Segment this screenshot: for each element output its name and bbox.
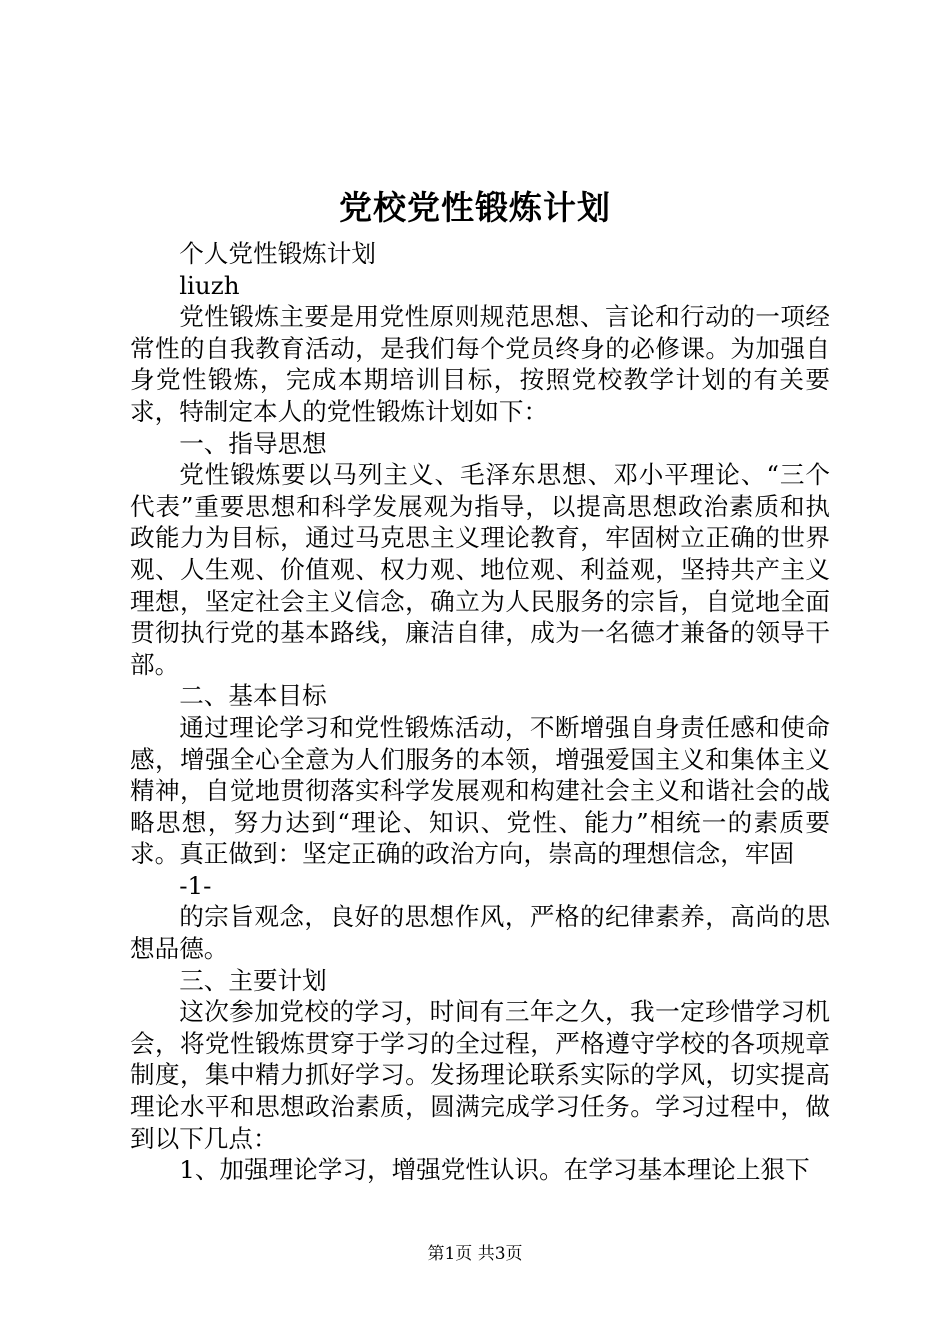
paragraph-main-plan: 这次参加党校的学习，时间有三年之久，我一定珍惜学习机会，将党性锻炼贯穿于学习的全过程，严格遵守学校的各项规章制度，集中精力抓好学习。发扬理论联系实际的学风，切实提高理论水平和思想政治素质，圆满完成学习任务。学习过程中，做到以下几点： xyxy=(130,997,830,1153)
page-footer: 第1页 共3页 xyxy=(427,1244,523,1264)
author-line: liuzh xyxy=(179,270,240,300)
document-body xyxy=(130,238,830,1186)
paragraph-continuation: 的宗旨观念，良好的思想作风，严格的纪律素养，高尚的思想品德。 xyxy=(130,902,830,964)
section-heading-3: 三、主要计划 xyxy=(179,965,327,995)
paragraph-basic-goal: 通过理论学习和党性锻炼活动，不断增强自身责任感和使命感，增强全心全意为人们服务的本领，增强爱国主义和集体主义精神，自觉地贯彻落实科学发展观和构建社会主义和谐社会的战略思想，努力达到“理论、知识、党性、能力”相统一的素质要求。真正做到：坚定正确的政治方向，崇高的理想信念，牢固 xyxy=(130,712,830,869)
subtitle: 个人党性锻炼计划 xyxy=(179,239,376,268)
section-heading-1: 一、指导思想 xyxy=(179,428,327,458)
document-title: 党校党性锻炼计划 xyxy=(339,188,611,227)
inline-page-marker: -1- xyxy=(179,870,212,900)
section-heading-2: 二、基本目标 xyxy=(179,681,327,711)
paragraph-guiding-thought: 党性锻炼要以马列主义、毛泽东思想、邓小平理论、“三个代表”重要思想和科学发展观为指导，以提高思想政治素质和执政能力为目标，通过马克思主义理论教育，牢固树立正确的世界观、人生观、价值观、权力观、地位观、利益观，坚持共产主义理想，坚定社会主义信念，确立为人民服务的宗旨，自觉地全面贯彻执行党的基本路线，廉洁自律，成为一名德才兼备的领导干部。 xyxy=(130,460,830,679)
intro-paragraph: 党性锻炼主要是用党性原则规范思想、言论和行动的一项经常性的自我教育活动，是我们每个党员终身的必修课。为加强自身党性锻炼，完成本期培训目标，按照党校教学计划的有关要求，特制定本人的党性锻炼计划如下： xyxy=(130,302,830,426)
list-item-1: 1、加强理论学习，增强党性认识。在学习基本理论上狠下 xyxy=(179,1155,810,1185)
